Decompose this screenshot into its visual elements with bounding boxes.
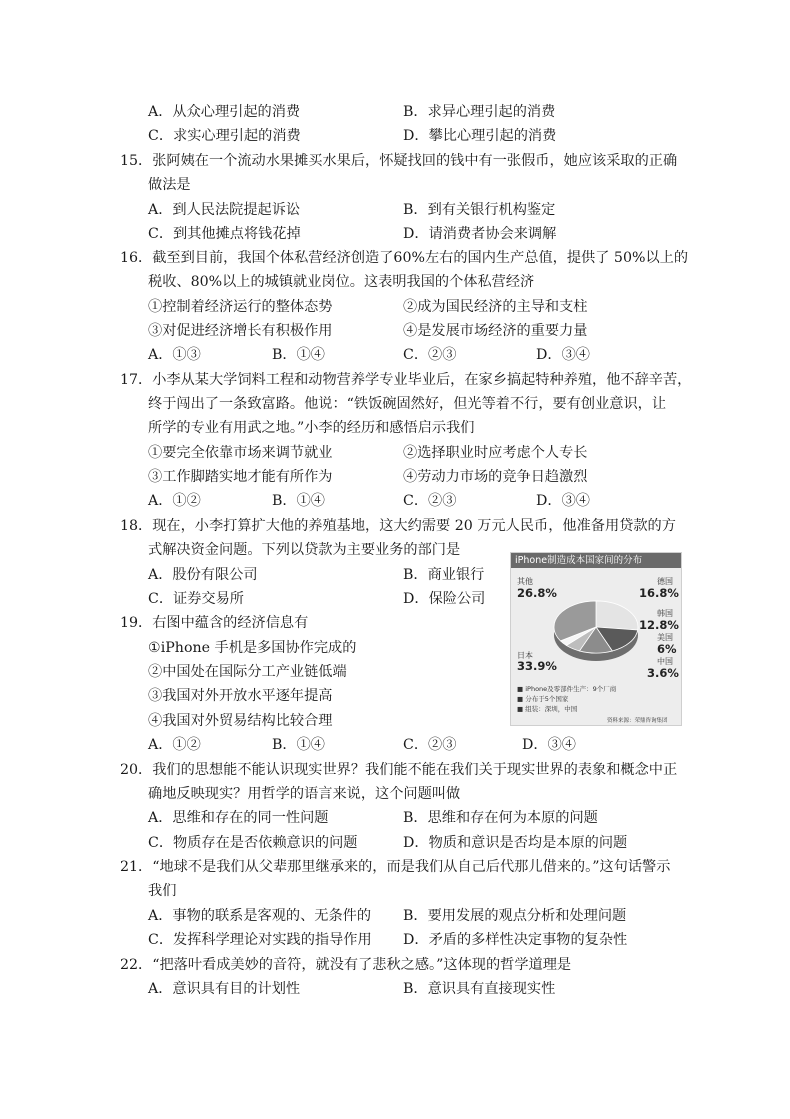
q16-option-d: D．③④	[536, 347, 590, 363]
q21-option-d: D．矛盾的多样性决定事物的复杂性	[403, 932, 628, 948]
label-germany: 德国	[657, 577, 673, 586]
q17-item-2: ②选择职业时应考虑个人专长	[403, 445, 588, 461]
q18-option-b: B．商业银行	[403, 567, 485, 583]
q19-option-c: C．②③	[403, 737, 457, 753]
chart-title: iPhone制造成本国家间的分布	[511, 553, 681, 568]
chart-note-2: ■ 分布于5个国家	[517, 695, 569, 703]
q17-option-a: A．①②	[148, 493, 201, 509]
q19-item-2: ②中国处在国际分工产业链低端	[148, 664, 347, 680]
label-other: 其他	[517, 577, 533, 586]
q16-stem-line2: 税收、80%以上的城镇就业岗位。这表明我国的个体私营经济	[148, 274, 535, 290]
q17-item-1: ①要完全依靠市场来调节就业	[148, 445, 333, 461]
q19-option-d: D．③④	[522, 737, 576, 753]
value-korea: 12.8%	[639, 618, 679, 632]
q17-option-b: B．①④	[272, 493, 325, 509]
q21-option-b: B．要用发展的观点分析和处理问题	[403, 908, 627, 924]
q20-option-b: B．思维和存在何为本原的问题	[403, 810, 598, 826]
q16-stem-line1: 16．截至到目前，我国个体私营经济创造了60%左右的国内生产总值，提供了 50%以上的	[120, 250, 689, 266]
q19-item-4: ④我国对外贸易结构比较合理	[148, 713, 333, 729]
pie-slice-0	[596, 601, 638, 630]
label-china: 中国	[657, 657, 673, 666]
q20-stem-line2: 确地反映现实？用哲学的语言来说，这个问题叫做	[148, 786, 461, 802]
q21-stem-line2: 我们	[148, 883, 177, 899]
q16-item-2: ②成为国民经济的主导和支柱	[403, 299, 588, 315]
q16-option-a: A．①③	[148, 347, 201, 363]
value-usa: 6%	[657, 642, 677, 656]
q18-stem-line1: 18．现在，小李打算扩大他的养殖基地，这大约需要 20 万元人民币，他准备用贷款的方	[120, 518, 676, 534]
q22-option-a: A．意识具有目的计划性	[148, 981, 301, 997]
q15-stem-line1: 15．张阿姨在一个流动水果摊买水果后，怀疑找回的钱中有一张假币，她应该采取的正确	[120, 153, 678, 169]
q21-option-a: A．事物的联系是客观的、无条件的	[148, 908, 372, 924]
q18-stem-line2: 式解决资金问题。下列以贷款为主要业务的部门是	[148, 542, 461, 558]
q15-option-a: A．到人民法院提起诉讼	[148, 202, 301, 218]
q20-stem-line1: 20．我们的思想能不能认识现实世界？我们能不能在我们关于现实世界的表象和概念中正	[120, 762, 678, 778]
q14-option-c: C．求实心理引起的消费	[148, 128, 301, 144]
chart-note-3: ■ 组装：深圳，中国	[517, 705, 578, 713]
q15-option-c: C．到其他摊点将钱花掉	[148, 226, 301, 242]
q15-stem-line2: 做法是	[148, 177, 191, 193]
q15-option-d: D．请消费者协会来调解	[403, 226, 557, 242]
q19-item-3: ③我国对外开放水平逐年提高	[148, 688, 333, 704]
q21-stem-line1: 21．“地球不是我们从父辈那里继承来的，而是我们从自己后代那儿借来的。”这句话警示	[120, 859, 671, 875]
q22-option-b: B．意识具有直接现实性	[403, 981, 556, 997]
q20-option-d: D．物质和意识是否均是本原的问题	[403, 835, 628, 851]
value-other: 26.8%	[517, 586, 557, 600]
value-japan: 33.9%	[517, 659, 557, 673]
value-germany: 16.8%	[639, 586, 679, 600]
q16-option-c: C．②③	[403, 347, 457, 363]
q17-item-3: ③工作脚踏实地才能有所作为	[148, 469, 333, 485]
q19-option-b: B．①④	[272, 737, 325, 753]
q17-stem-line1: 17．小李从某大学饲料工程和动物营养学专业毕业后，在家乡搞起特种养殖，他不辞辛苦，	[120, 372, 692, 388]
q19-item-1: ①iPhone 手机是多国协作完成的	[148, 640, 357, 656]
q16-item-4: ④是发展市场经济的重要力量	[403, 323, 588, 339]
q17-item-4: ④劳动力市场的竞争日趋激烈	[403, 469, 588, 485]
q16-item-1: ①控制着经济运行的整体态势	[148, 299, 333, 315]
q15-option-b: B．到有关银行机构鉴定	[403, 202, 556, 218]
q17-stem-line2: 终于闯出了一条致富路。他说：“铁饭碗固然好，但光等着不行，要有创业意识，让	[148, 396, 667, 412]
value-china: 3.6%	[647, 666, 679, 680]
q18-option-c: C．证券交易所	[148, 591, 244, 607]
q18-option-d: D．保险公司	[403, 591, 486, 607]
q16-option-b: B．①④	[272, 347, 325, 363]
q16-item-3: ③对促进经济增长有积极作用	[148, 323, 333, 339]
q21-option-c: C．发挥科学理论对实践的指导作用	[148, 932, 372, 948]
q18-option-a: A．股份有限公司	[148, 567, 258, 583]
q14-option-d: D．攀比心理引起的消费	[403, 128, 557, 144]
q17-option-c: C．②③	[403, 493, 457, 509]
q17-option-d: D．③④	[536, 493, 590, 509]
chart-note-1: ■ iPhone及零部件生产：9个厂商	[517, 685, 617, 693]
label-usa: 美国	[657, 633, 673, 642]
q22-stem-line1: 22．“把落叶看成美妙的音符，就没有了悲秋之感。”这体现的哲学道理是	[120, 957, 572, 973]
q20-option-c: C．物质存在是否依赖意识的问题	[148, 835, 358, 851]
q17-stem-line3: 所学的专业有用武之地。”小李的经历和感悟启示我们	[148, 420, 475, 436]
label-korea: 韩国	[657, 609, 673, 618]
iphone-cost-chart	[510, 552, 682, 726]
q14-option-a: A．从众心理引起的消费	[148, 104, 301, 120]
q14-option-b: B．求异心理引起的消费	[403, 104, 556, 120]
chart-source: 资料来源：荣鼎咨询集团	[607, 718, 668, 724]
label-japan: 日本	[517, 651, 533, 660]
q20-option-a: A．思维和存在的同一性问题	[148, 810, 329, 826]
q19-option-a: A．①②	[148, 737, 201, 753]
q19-stem-line1: 19．右图中蕴含的经济信息有	[120, 615, 309, 631]
